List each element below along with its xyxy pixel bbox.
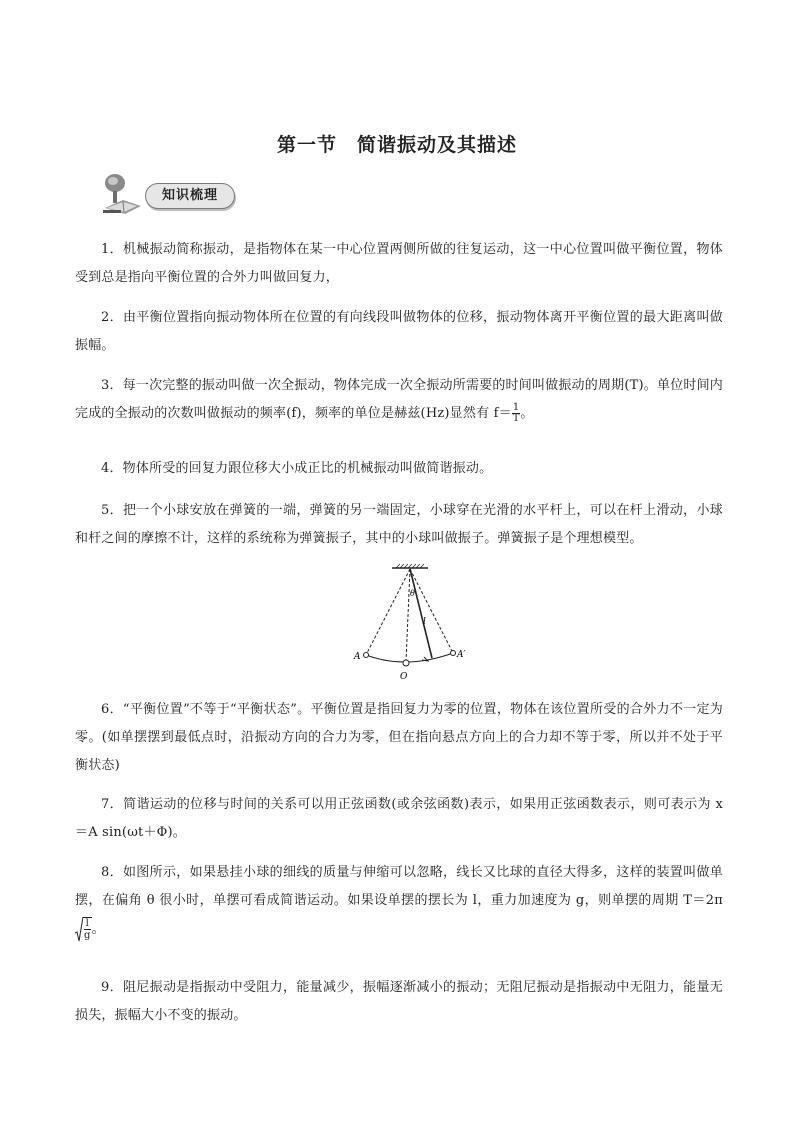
paragraph-2: 2．由平衡位置指向振动物体所在位置的有向线段叫做物体的位移，振动物体离开平衡位置的最大距离叫做振幅。 [75,310,723,353]
paragraph-7: 7．简谐运动的位移与时间的关系可以用正弦函数(或余弦函数)表示，如果用正弦函数表示，则可表示为 x＝A sin(ωt＋Φ)。 [75,797,723,840]
radicand [83,917,92,941]
label-length: l [423,617,426,627]
paragraph-8-end: 。 [91,921,105,937]
label-o: O [400,672,408,682]
radicand-denominator: g [84,929,91,941]
paragraph-3-text: 3．每一次完整的振动叫做一次全振动，物体完成一次全振动所需要的时间叫做振动的周期(T)。单位时间内完成的全振动的次数叫做振动的频率(f)，频率的单位是赫兹(Hz)显然有 f＝ [75,378,723,421]
label-a: A [354,652,361,662]
paragraph-6: 6．“平衡位置”不等于“平衡状态”。平衡位置是指回复力为零的位置，物体在该位置所受的合外力不一定为零。(如单摆摆到最低点时，沿振动方向的合力为零，但在指向悬点方向上的合力却不等于零，所以并不处于平衡状态) [75,702,723,773]
paragraph-8 [75,859,723,944]
lamp-book-icon [101,172,149,218]
paragraph-5: 5．把一个小球安放在弹簧的一端，弹簧的另一端固定，小球穿在光滑的水平杆上，可以在杆上滑动，小球和杆之间的摩擦不计，这样的系统称为弹簧振子，其中的小球叫做振子。弹簧振子是个理想模型。 [75,503,723,546]
label-theta: θ [410,589,415,598]
radical-sign-icon [75,916,83,942]
section-badge [101,172,241,218]
badge-pill [145,183,235,209]
paragraph-9: 9．阻尼振动是指振动中受阻力，能量减少，振幅逐渐减小的振动；无阻尼振动是指振动中无阻力，能量无损失，振幅大小不变的振动。 [75,980,723,1023]
radicand-numerator: l [85,917,89,929]
badge-label: 知识梳理 [161,188,218,203]
pendulum-diagram [340,562,470,684]
fraction-numerator: 1 [512,402,520,413]
paragraph-1: 1．机械振动简称振动，是指物体在某一中心位置两侧所做的往复运动，这一中心位置叫做平衡位置，物体受到总是指向平衡位置的合外力叫做回复力， [75,242,723,285]
label-a-prime: A′ [457,650,466,660]
paragraph-8-text: 8．如图所示，如果悬挂小球的细线的质量与伸缩可以忽略，线长又比球的直径大得多，这样的装置叫做单摆，在偏角 θ 很小时，单摆可看成简谐运动。如果设单摆的摆长为 l，重力加速度为 g，则单摆的周期 T＝2π [75,865,723,908]
paragraph-4: 4．物体所受的回复力跟位移大小成正比的机械振动叫做简谐振动。 [101,461,493,476]
paragraph-3-end: 。 [520,406,534,421]
paragraph-3 [75,372,723,428]
fraction-denominator: T [512,413,520,424]
period-sqrt [75,915,92,943]
page-title: 第一节 简谐振动及其描述 [276,134,517,156]
